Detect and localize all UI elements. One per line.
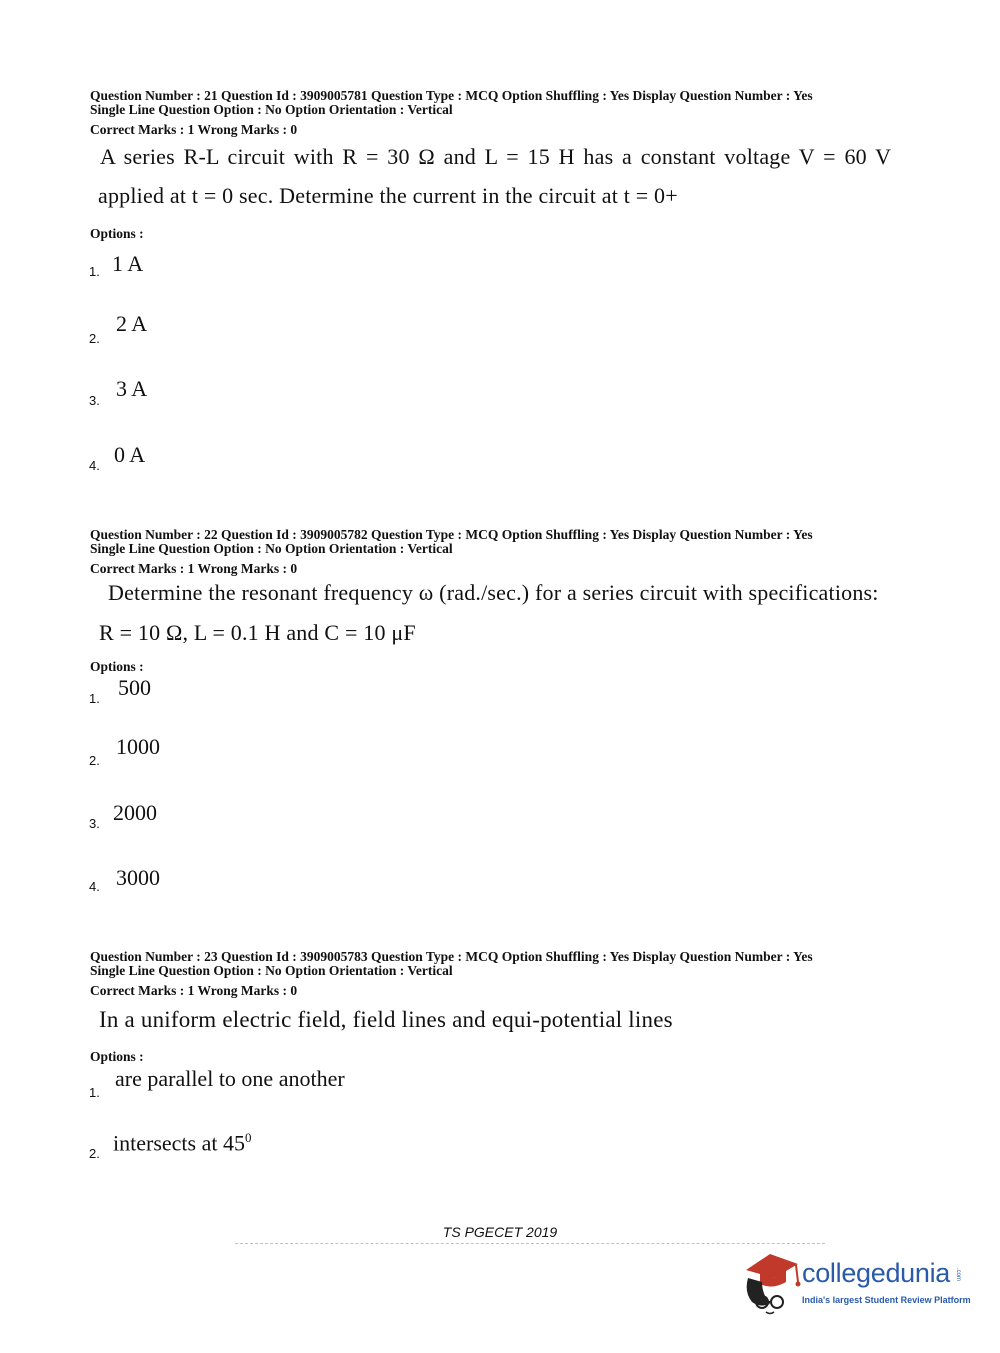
option-number: 1. <box>89 1085 100 1100</box>
question-meta: Question Number : 22 Question Id : 3909005782 Question Type : MCQ Option Shuffling : Yes Display Question Number : Yes <box>90 527 813 542</box>
option-value: 1 A <box>112 251 144 276</box>
logo-wordmark: collegedunia <box>802 1258 951 1288</box>
question-text: In a uniform electric field, field lines and equi-potential lines <box>99 1007 673 1032</box>
option-value: 0 A <box>114 442 146 467</box>
option-value: 500 <box>118 675 151 700</box>
option-number: 4. <box>89 879 100 894</box>
option-value: 1000 <box>116 734 160 759</box>
option-number: 4. <box>89 458 100 473</box>
marks-info: Correct Marks : 1 Wrong Marks : 0 <box>90 122 298 137</box>
footer-divider <box>235 1243 825 1244</box>
option-number: 2. <box>89 753 100 768</box>
option-number: 1. <box>89 264 100 279</box>
option-number: 2. <box>89 331 100 346</box>
question-text: Determine the resonant frequency ω (rad./sec.) for a series circuit with specifications: <box>108 580 879 605</box>
option-number: 1. <box>89 691 100 706</box>
question-meta: Single Line Question Option : No Option Orientation : Vertical <box>90 102 453 117</box>
option-value <box>113 1130 251 1156</box>
option-value: 2000 <box>113 800 157 825</box>
options-label: Options : <box>90 226 144 241</box>
options-label: Options : <box>90 1049 144 1064</box>
logo-tagline: India's largest Student Review Platform <box>802 1295 971 1305</box>
footer-title: TS PGECET 2019 <box>442 1224 558 1240</box>
option-value: 2 A <box>116 311 148 336</box>
question-meta: Single Line Question Option : No Option Orientation : Vertical <box>90 963 453 978</box>
question-meta: Question Number : 23 Question Id : 3909005783 Question Type : MCQ Option Shuffling : Yes Display Question Number : Yes <box>90 949 813 964</box>
option-value: 3 A <box>116 376 148 401</box>
option-value-text: intersects at 45 <box>113 1130 245 1156</box>
question-text: R = 10 Ω, L = 0.1 H and C = 10 μF <box>99 620 416 645</box>
marks-info: Correct Marks : 1 Wrong Marks : 0 <box>90 561 298 576</box>
question-meta: Single Line Question Option : No Option Orientation : Vertical <box>90 541 453 556</box>
options-label: Options : <box>90 659 144 674</box>
option-number: 2. <box>89 1146 100 1161</box>
option-value: 3000 <box>116 865 160 890</box>
logo-suffix: .com <box>955 1268 961 1282</box>
question-meta: Question Number : 21 Question Id : 3909005781 Question Type : MCQ Option Shuffling : Yes Display Question Number : Yes <box>90 88 813 103</box>
collegedunia-logo[interactable] <box>740 1248 970 1318</box>
mascot-icon <box>740 1248 804 1318</box>
option-value: are parallel to one another <box>115 1066 345 1091</box>
option-number: 3. <box>89 816 100 831</box>
question-text: A series R-L circuit with R = 30 Ω and L = 15 H has a constant voltage V = 60 V <box>100 144 892 169</box>
question-text: applied at t = 0 sec. Determine the current in the circuit at t = 0+ <box>98 183 678 208</box>
option-number: 3. <box>89 393 100 408</box>
superscript: 0 <box>244 1130 252 1145</box>
marks-info: Correct Marks : 1 Wrong Marks : 0 <box>90 983 298 998</box>
